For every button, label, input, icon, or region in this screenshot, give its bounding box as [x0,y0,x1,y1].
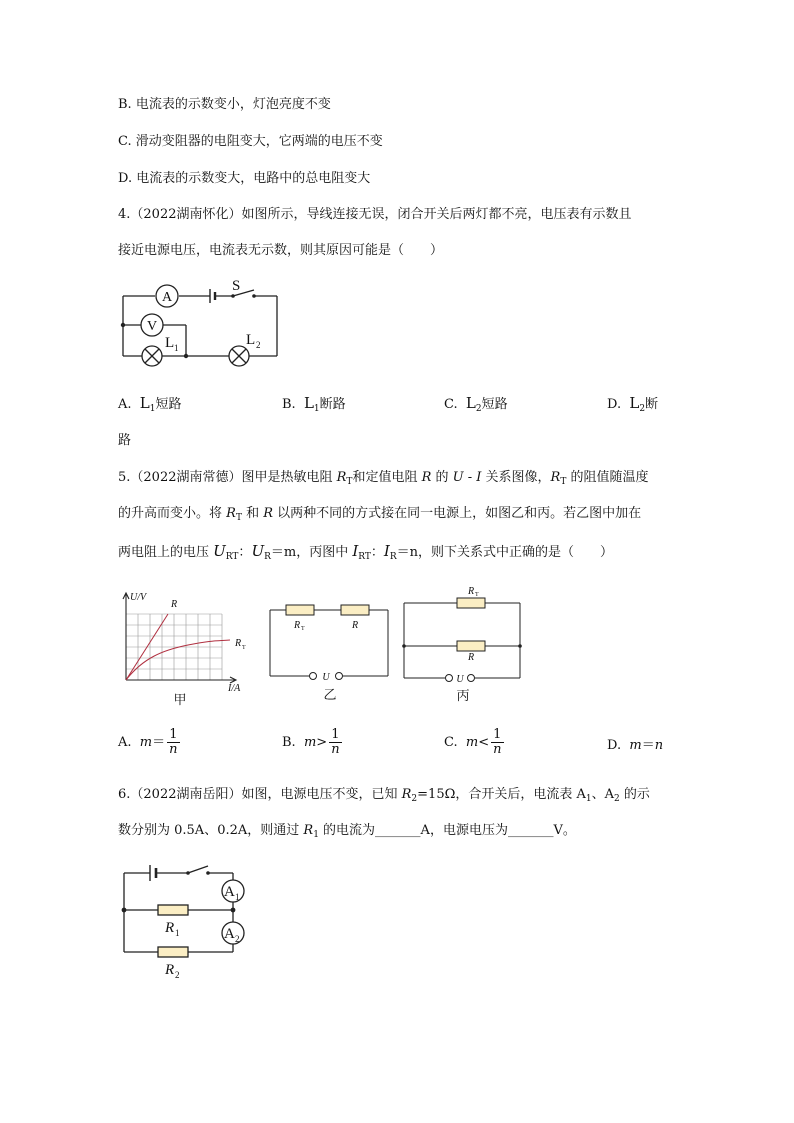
graph-yaxis-label: U/V [130,592,147,603]
voltmeter-label: V [146,319,158,334]
q5-stem-line3: 两电阻上的电压 $U_{RT}$：$U_R=m$，丙图中 $I_{RT}$：$I_R=n$，则下关系式中正确的是（ ） [118,542,614,562]
graph-line-R-label: R [171,599,178,610]
lamp2-label: L [246,332,256,348]
q6-circuit-diagram [118,860,258,985]
switch-label: S [232,278,241,294]
lamp1-label: L [165,335,175,351]
q5-option-a: A. m＝ $\frac{1}{n}$ [118,727,178,757]
q4-option-a: A. $L_1$短路 [118,394,182,414]
q5-circuit-yi [268,600,393,702]
ammeter2-sub: 2 [235,934,240,944]
graph-line-RT-label: R [235,638,242,649]
figure-yi-caption: 乙 [323,687,337,702]
ammeter-label: A [161,290,173,305]
q5-option-c: C. m< $\frac{1}{n}$ [444,727,502,757]
q5-graph-jia [118,588,258,707]
q3-option-d: D. 电流表的示数变大，电路中的总电阻变大 [118,171,371,186]
ammeter1-sub: 1 [235,892,240,902]
figure-bing-caption: 丙 [456,688,470,703]
q4-option-b: B. $L_1$断路 [282,394,346,414]
q6-stem-line1: 6.（2022湖南岳阳）如图，电源电压不变，已知 $R_2=15\Omega$，合开关后，电流表 $A_1$、$A_2$ 的示 [118,787,650,804]
q4-circuit-diagram [118,278,283,364]
ammeter1-label: A [224,884,235,900]
q3-option-c: C. 滑动变阻器的电阻变大，它两端的电压不变 [118,134,383,149]
q4-option-c: C. $L_2$短路 [444,394,508,414]
graph-xaxis-label: I/A [228,683,241,694]
q5-circuit-bing [400,586,525,702]
yi-R-label: R [352,620,359,631]
lamp1-sub: 1 [174,343,179,353]
resistor1-sub: 1 [175,928,180,938]
bing-RT-label: R [468,586,475,597]
q5-option-d: D. m＝n [607,738,664,753]
bing-U-label: U [456,674,464,685]
q3-option-b: B. 电流表的示数变小，灯泡亮度不变 [118,97,331,112]
yi-U-label: U [322,672,330,683]
yi-RT-sub: T [301,626,305,632]
q4-stem-line1: 4.（2022湖南怀化）如图所示，导线连接无误，闭合开关后两灯都不亮，电压表有示数且 [118,207,632,222]
lamp2-sub: 2 [256,340,261,350]
figure-jia-caption: 甲 [173,692,187,707]
resistor2-sub: 2 [175,970,180,980]
q5-stem-line1: 5.（2022湖南常德）图甲是热敏电阻 $R_T$和定值电阻 R 的 U - I 关系图像，$R_T$ 的阻值随温度 [118,470,649,487]
yi-RT-label: R [294,620,301,631]
q4-option-d-wrap: 路 [118,433,132,448]
q4-stem-line2: 接近电源电压，电流表无示数，则其原因可能是（ ） [118,243,444,258]
q6-stem-line2: 数分别为 0.5A、0.2A，则通过 $R_1$ 的电流为_______A，电源电压为_______V。 [118,823,576,840]
resistor1-label: R [165,920,175,936]
q5-option-b: B. m> $\frac{1}{n}$ [282,727,340,757]
bing-R-label: R [467,652,475,663]
resistor2-label: R [165,962,175,978]
q4-option-d: D. $L_2$断 [607,394,659,414]
bing-RT-sub: T [475,592,479,598]
q5-stem-line2: 的升高而变小。将 $R_T$ 和 R 以两种不同的方式接在同一电源上，如图乙和丙。若乙图中加在 [118,506,642,523]
graph-line-RT-sub: T [242,645,246,651]
ammeter2-label: A [224,926,235,942]
